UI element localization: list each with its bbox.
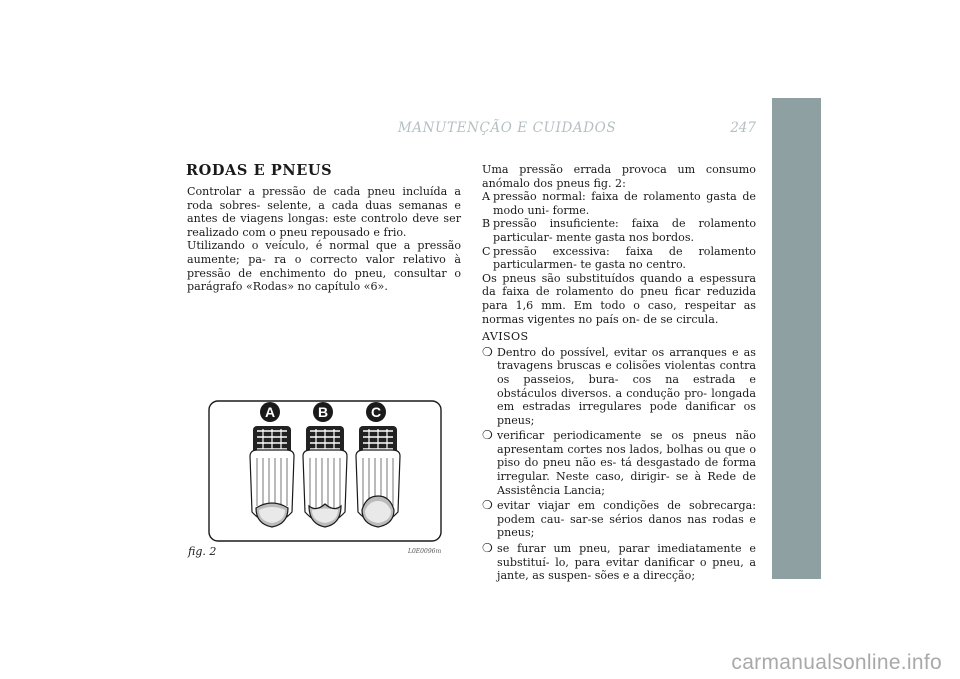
item-text: pressão normal: faixa de rolamento gasta de modo uni- forme.	[493, 190, 756, 217]
bullet-icon: ❍	[482, 541, 493, 556]
page-number: 247	[730, 120, 756, 136]
tyre-wear-figure	[208, 400, 442, 542]
warning-text: Dentro do possível, evitar os arranques e as travagens bruscas e colisões violentas contra os passeios, bura- cos na estrada e obstáculos diversos. a condução pro- longada em estradas irregulares pode danificar os pneus;	[497, 345, 756, 427]
item-letter: B	[482, 217, 491, 231]
right-column	[482, 163, 756, 583]
warning-text: se furar um pneu, parar imediatamente e substituí- lo, para evitar danificar o pneu, a jante, as suspen- sões e a direcção;	[497, 542, 756, 583]
bullet-icon: ❍	[482, 344, 493, 359]
item-letter: A	[482, 190, 491, 204]
bullet-icon: ❍	[482, 498, 493, 513]
list-item	[482, 190, 756, 217]
paragraph: Utilizando o veículo, é normal que a pressão aumente; pa- ra o correcto valor relativo à pressão de enchimento do pneu, consultar o parágrafo «Rodas» no capítulo «6».	[187, 239, 461, 294]
label-b: B	[317, 404, 329, 420]
list-item	[482, 217, 756, 244]
label-a: A	[264, 404, 276, 420]
section-heading: RODAS E PNEUS	[186, 162, 333, 179]
label-c: C	[370, 404, 382, 420]
side-tab	[772, 98, 821, 579]
running-header: MANUTENÇÃO E CUIDADOS	[397, 120, 617, 136]
paragraph: Os pneus são substituídos quando a espessura da faixa de rolamento do pneu ficar reduzida para 1,6 mm. Em todo o caso, respeitar as normas vigentes no país on- de se circula.	[482, 271, 756, 326]
bullet-icon: ❍	[482, 428, 493, 443]
item-text: pressão excessiva: faixa de rolamento particularmen- te gasta no centro.	[493, 244, 756, 272]
warning-text: verificar periodicamente se os pneus não apresentam cortes nos lados, bolhas ou que o piso do pneu não es- tá desgastado de forma irregular. Neste caso, dirigir- se à Rede de Assistência Lancia;	[497, 429, 756, 497]
warning-item	[482, 429, 756, 497]
warning-item	[482, 346, 756, 428]
watermark: carmanualsonline.info	[731, 651, 942, 674]
left-column	[187, 185, 461, 294]
paragraph: Controlar a pressão de cada pneu incluída a roda sobres- selente, a cada duas semanas e antes de viagens longas: este controlo deve ser realizado com o pneu repousado e frio.	[187, 185, 461, 239]
warning-text: evitar viajar em condições de sobrecarga: podem cau- sar-se sérios danos nas rodas e pneus;	[497, 499, 756, 540]
list-item	[482, 245, 756, 272]
warning-item	[482, 499, 756, 540]
warnings-title: AVISOS	[482, 330, 529, 344]
figure-caption: fig. 2	[188, 545, 217, 558]
figure-code: L0E0096m	[408, 548, 442, 555]
item-text: pressão insuficiente: faixa de rolamento particular- mente gasta nos bordos.	[493, 217, 756, 244]
warning-item	[482, 542, 756, 583]
item-letter: C	[482, 244, 491, 258]
intro-paragraph: Uma pressão errada provoca um consumo anómalo dos pneus fig. 2:	[482, 163, 756, 190]
